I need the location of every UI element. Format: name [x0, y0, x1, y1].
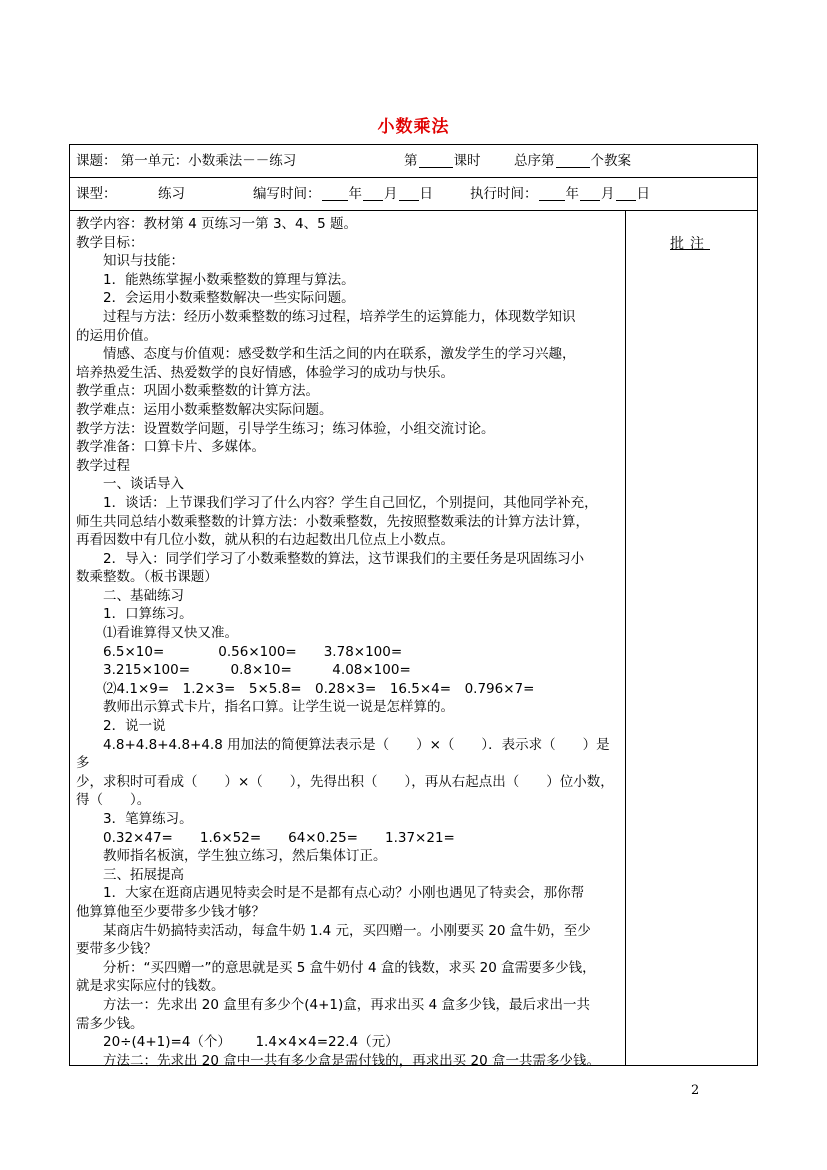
header-row-type: [70, 178, 757, 211]
content-line: 2．说一说: [103, 718, 166, 735]
content-line: 教学过程: [76, 457, 130, 474]
type-value: 练习: [158, 186, 185, 202]
type-label: 课型：: [76, 186, 117, 202]
content-line: 教学重点：巩固小数乘整数的计算方法。: [76, 383, 319, 400]
content-line: 知识与技能：: [103, 253, 184, 270]
content-line: 数乘整数。（板书课题）: [76, 569, 218, 586]
content-line: 少，求积时可看成（ ）×（ ），先得出积（ ），再从右起点出（ ）位小数，: [76, 773, 614, 790]
content-line: 方法二：先求出 20 盒中一共有多少盒是需付钱的，再求出买 20 盒一共需多少钱。: [103, 1052, 601, 1069]
content-line: 1．谈话：上节课我们学习了什么内容？学生自己回忆，个别提问，其他同学补充，: [103, 494, 598, 511]
column-divider: [625, 211, 626, 1066]
content-line: 教师出示算式卡片，指名口算。让学生说一说是怎样算的。: [103, 699, 454, 716]
content-line: 3．笔算练习。: [103, 811, 193, 827]
content-line: 需多少钱。: [76, 1015, 144, 1032]
content-line: 他算算他至少要带多少钱才够？: [76, 903, 265, 920]
content-line: 就是求实际应付的钱数。: [76, 978, 225, 995]
content-line: 教师指名板演，学生独立练习，然后集体订正。: [103, 848, 387, 865]
content-line: 6.5×10= 0.56×100= 3.78×100=: [103, 643, 403, 660]
content-line: 师生共同总结小数乘整数的计算方法：小数乘整数，先按照整数乘法的计算方法计算，: [76, 513, 589, 530]
annotation-heading: 批注: [670, 236, 710, 252]
topic-label: 课题： 第一单元：小数乘法－－练习: [76, 153, 297, 169]
content-line: 过程与方法：经历小数乘整数的练习过程，培养学生的运算能力，体现数学知识: [103, 308, 576, 325]
content-line: 某商店牛奶搞特卖活动，每盒牛奶 1.4 元，买四赠一。小刚要买 20 盒牛奶，至少: [103, 922, 591, 939]
content-line: 2．会运用小数乘整数解决一些实际问题。: [103, 290, 355, 307]
content-line: 4.8+4.8+4.8+4.8 用加法的简便算法表示是（ ）×（ ）．表示求（ ）是多: [76, 736, 610, 772]
content-line: 教学准备：口算卡片、多媒体。: [76, 439, 265, 456]
document-title: 小数乘法: [377, 117, 450, 137]
content-line: 培养热爱生活、热爱数学的良好情感，体验学习的成功与快乐。: [76, 364, 454, 381]
write-time-field: 编写时间： 年 月 日: [253, 186, 433, 202]
content-line: 教学难点：运用小数乘整数解决实际问题。: [76, 401, 333, 418]
content-line: 的运用价值。: [76, 327, 157, 344]
content-line: 二、基础练习: [103, 587, 184, 604]
content-line: ⑵4.1×9= 1.2×3= 5×5.8= 0.28×3= 16.5×4= 0.796×7=: [103, 680, 535, 697]
content-line: 三、拓展提高: [103, 866, 184, 883]
total-sequence-field: 总序第 个教案: [514, 153, 631, 169]
content-line: 得（ ）。: [76, 792, 151, 809]
content-line: 一、谈话导入: [103, 476, 184, 493]
page-number: 2: [691, 1083, 700, 1098]
header-row-topic: [70, 145, 757, 178]
content-line: 情感、态度与价值观：感受数学和生活之间的内在联系，激发学生的学习兴趣，: [103, 346, 576, 363]
period-field: 第 课时: [404, 153, 481, 169]
content-line: 2．导入：同学们学习了小数乘整数的算法，这节课我们的主要任务是巩固练习小: [103, 550, 585, 567]
content-line: 3.215×100= 0.8×10= 4.08×100=: [103, 662, 411, 679]
exec-time-field: 执行时间： 年 月 日: [470, 186, 650, 202]
content-line: 再看因数中有几位小数，就从积的右边起数出几位点上小数点。: [76, 532, 454, 549]
content-line: 1．大家在逛商店遇见特卖会时是不是都有点心动？小刚也遇见了特卖会，那你帮: [103, 885, 585, 902]
content-line: 教学内容：教材第 4 页练习一第 3、4、5 题。: [76, 216, 358, 232]
content-line: 要带多少钱？: [76, 941, 157, 958]
content-line: 20÷(4+1)=4（个） 1.4×4×4=22.4（元）: [103, 1034, 399, 1051]
content-line: 方法一：先求出 20 盒里有多少个(4+1)盒，再求出买 4 盒多少钱，最后求出一共: [103, 996, 590, 1013]
content-line: 教学方法：设置数学问题，引导学生练习；练习体验，小组交流讨论。: [76, 420, 495, 437]
content-line: 1．口算练习。: [103, 606, 193, 623]
content-line: 0.32×47= 1.6×52= 64×0.25= 1.37×21=: [103, 829, 455, 846]
content-line: ⑴看谁算得又快又准。: [103, 625, 238, 642]
lesson-content: [76, 215, 621, 1070]
content-line: 分析：“买四赠一”的意思就是买 5 盒牛奶付 4 盒的钱数，求买 20 盒需要多少钱，: [103, 959, 596, 976]
content-line: 教学目标：: [76, 234, 144, 251]
content-line: 1．能熟练掌握小数乘整数的算理与算法。: [103, 271, 355, 288]
lesson-plan-table: [69, 144, 758, 1069]
